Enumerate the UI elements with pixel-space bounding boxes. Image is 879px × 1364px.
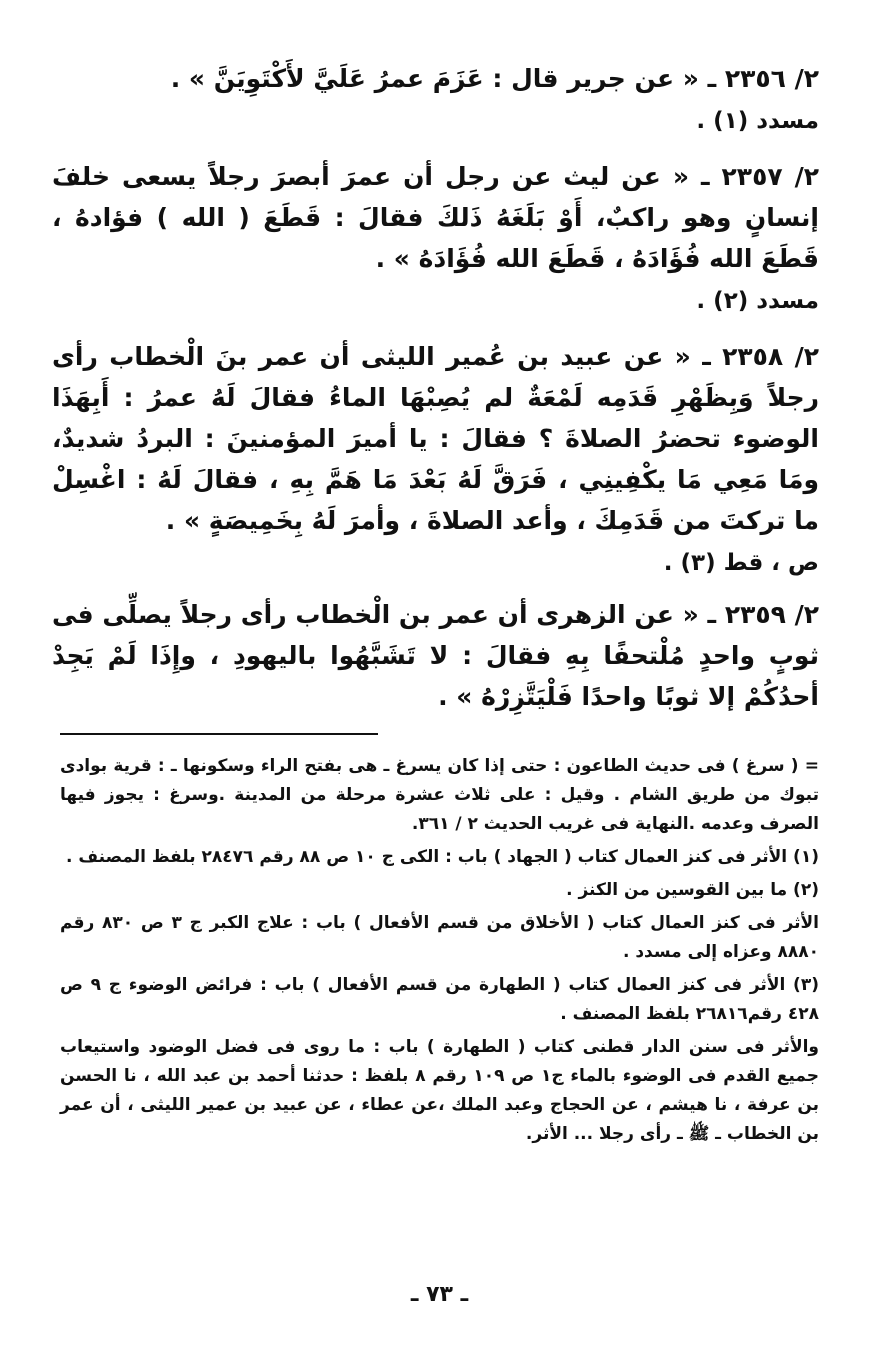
hadith-text: ٢/ ٢٣٥٦ ـ « عن جرير قال : عَزَمَ عمرُ عَلَيَّ لأَكْتَوِيَنَّ » . — [170, 64, 819, 93]
footnote-separator — [60, 733, 378, 735]
hadith-source: ص ، قط (٣) . — [663, 550, 819, 576]
hadith-entry-2356 — [52, 58, 819, 142]
hadith-entry-2358 — [52, 336, 819, 584]
footnote-2-detail: الأثر فى كنز العمال كتاب ( الأخلاق من قسم الأفعال ) باب : علاج الكبر ج ٣ ص ٨٣٠ رقم ٨٨٨٠ وعزاه إلى مسدد . — [60, 913, 819, 962]
hadith-text: ٢/ ٢٣٥٩ ـ « عن الزهرى أن عمر بن الْخطاب رأى رجلاً يصلِّى فى ثوبٍ واحدٍ مُلْتحفًا بِهِ فقالَ : لا تَشَبَّهُوا باليهودِ ، وإِذَا لَمْ يَجِدْ أحدُكُمْ إلا ثوبًا واحدًا فَلْيَتَّزِرْهُ » . — [52, 600, 819, 711]
footnote-3: (٣) الأثر فى كنز العمال كتاب ( الطهارة من قسم الأفعال ) باب : فرائض الوضوء ج ٩ ص ٤٢٨ رقم٢٦٨١٦ بلفظ المصنف . — [60, 975, 819, 1024]
hadith-entry-2357 — [52, 156, 819, 322]
page-number: ـ ٧٣ ـ — [410, 1282, 469, 1307]
hadith-source: مسدد (٢) . — [696, 288, 819, 314]
main-text — [52, 58, 819, 717]
footnote-2: (٢) ما بين القوسين من الكنز . — [566, 880, 819, 900]
footnote-3-detail: والأثر فى سنن الدار قطنى كتاب ( الطهارة ) باب : ما روى فى فضل الوضود واستيعاب جميع القدم فى الوضوء بالماء ج١ ص ١٠٩ رقم ٨ بلفظ : حدثنا أحمد بن عبد الله ، نا الحسن بن عرفة ، نا هيشم ، عن الحجاج وعبد الملك ،عن عطاء ، عن عبيد بن عمير الليثى ، أن عمر بن الخطاب ـ ﷺ ـ رأى رجلا ... الأثر. — [60, 1037, 819, 1144]
hadith-source: مسدد (١) . — [696, 108, 819, 134]
hadith-entry-2359 — [52, 594, 819, 717]
footnotes — [60, 752, 819, 1153]
hadith-text: ٢/ ٢٣٥٨ ـ « عن عبيد بن عُمير الليثى أن عمر بنَ الْخطاب رأى رجلاً وَبِظَهْرِ قَدَمِه لَمْعَةٌ لم يُصِبْهَا الماءُ فقالَ لَهُ عمرُ : أَبِهَذَا الوضوء تحضرُ الصلاةَ ؟ فقالَ : يا أميرَ المؤمنينَ : البردُ شديدٌ، ومَا مَعِي مَا يكْفِينِي ، فَرَقَّ لَهُ بَعْدَ مَا هَمَّ بِهِ ، فقالَ لَهُ : اغْسِلْ ما تركتَ من قَدَمِكَ ، وأعد الصلاةَ ، وأمرَ لَهُ بِخَمِيصَةٍ » . — [52, 342, 819, 535]
footnote-continuation: = ( سرغ ) فى حديث الطاعون : حتى إذا كان يسرغ ـ هى بفتح الراء وسكونها ـ : قرية بوادى تبوك من طريق الشام . وقيل : على ثلاث عشرة مرحلة من المدينة .وسرغ : يجوز فيها الصرف وعدمه .النهاية فى غريب الحديث ٢ / ٣٦١. — [60, 756, 819, 834]
footnote-1: (١) الأثر فى كنز العمال كتاب ( الجهاد ) باب : الكى ج ١٠ ص ٨٨ رقم ٢٨٤٧٦ بلفظ المصنف . — [66, 847, 819, 867]
hadith-text: ٢/ ٢٣٥٧ ـ « عن ليث عن رجل أن عمرَ أبصرَ رجلاً يسعى خلفَ إنسانٍ وهو راكبٌ، أَوْ بَلَغَهُ ذَلكَ فقالَ : قَطَعَ ( الله ) فؤادهُ ، قَطَعَ الله فُؤَادَهُ ، قَطَعَ الله فُؤَادَهُ » . — [52, 162, 819, 273]
